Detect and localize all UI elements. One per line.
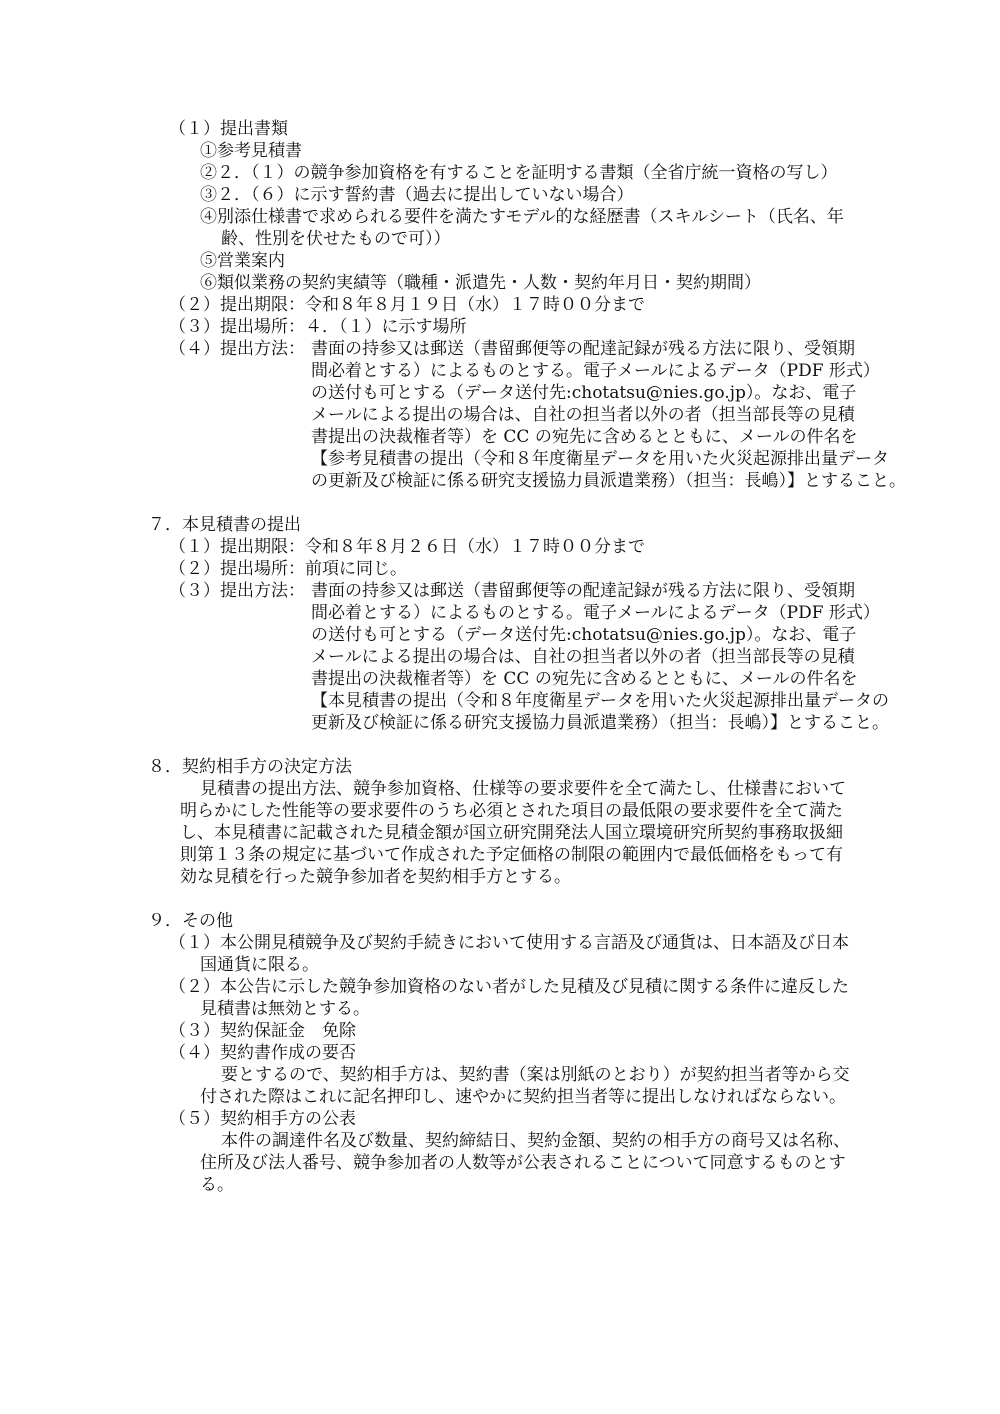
list-item: （５）契約相手方の公表	[169, 1109, 356, 1129]
method-label: （３）提出方法：	[169, 581, 305, 601]
paragraph-line: る。	[200, 1175, 234, 1195]
method-line: 【参考見積書の提出（令和８年度衛星データを用いた火災起源排出量データ	[311, 449, 889, 469]
paragraph-line: 本件の調達件名及び数量、契約締結日、契約金額、契約の相手方の商号又は名称、	[221, 1131, 850, 1151]
place-line: （３）提出場所：４．（１）に示す場所	[169, 317, 467, 337]
doc-item: ④別添仕様書で求められる要件を満たすモデル的な経歴書（スキルシート（氏名、年	[200, 207, 844, 227]
method-line: 【本見積書の提出（令和８年度衛星データを用いた火災起源排出量データの	[311, 691, 889, 711]
method-line: の送付も可とする（データ送付先:chotatsu@nies.go.jp）。なお、電子	[311, 625, 857, 645]
method-line: メールによる提出の場合は、自社の担当者以外の者（担当部長等の見積	[311, 647, 855, 667]
doc-item: ⑥類似業務の契約実績等（職種・派遣先・人数・契約年月日・契約期間）	[200, 273, 761, 293]
list-item: （２）本公告に示した競争参加資格のない者がした見積及び見積に関する条件に違反した	[169, 977, 849, 997]
paragraph-line: 見積書の提出方法、競争参加資格、仕様等の要求要件を全て満たし、仕様書において	[200, 779, 846, 799]
method-line: 書面の持参又は郵送（書留郵便等の配達記録が残る方法に限り、受領期	[311, 581, 855, 601]
list-item: （３）契約保証金 免除	[169, 1021, 356, 1041]
place-line: （２）提出場所：前項に同じ。	[169, 559, 407, 579]
paragraph-line: 付された際はこれに記名押印し、速やかに契約担当者等に提出しなければならない。	[200, 1087, 846, 1107]
paragraph-line: し、本見積書に記載された見積金額が国立研究開発法人国立環境研究所契約事務取扱細	[180, 823, 843, 843]
paragraph-line: 効な見積を行った競争参加者を契約相手方とする。	[180, 867, 571, 887]
method-label: （４）提出方法：	[169, 339, 305, 359]
list-item-continued: 見積書は無効とする。	[200, 999, 370, 1019]
paragraph-line: 明らかにした性能等の要求要件のうち必須とされた項目の最低限の要求要件を全て満た	[180, 801, 843, 821]
method-line: 更新及び検証に係る研究支援協力員派遣業務）（担当：長嶋）】とすること。	[311, 713, 889, 733]
method-line: の送付も可とする（データ送付先:chotatsu@nies.go.jp）。なお、電子	[311, 383, 857, 403]
method-line: 書提出の決裁権者等）を CC の宛先に含めるとともに、メールの件名を	[311, 669, 858, 689]
deadline-line: （２）提出期限：令和８年８月１９日（水）１７時００分まで	[169, 295, 645, 315]
section-heading: ７．本見積書の提出	[148, 515, 301, 535]
method-line: 書提出の決裁権者等）を CC の宛先に含めるとともに、メールの件名を	[311, 427, 858, 447]
list-item: （１）本公開見積競争及び契約手続きにおいて使用する言語及び通貨は、日本語及び日本	[169, 933, 849, 953]
method-line: 書面の持参又は郵送（書留郵便等の配達記録が残る方法に限り、受領期	[311, 339, 855, 359]
doc-item-continued: 齢、性別を伏せたもので可））	[221, 229, 451, 249]
list-item: （４）契約書作成の要否	[169, 1043, 356, 1063]
section-heading: ８．契約相手方の決定方法	[148, 757, 352, 777]
doc-item: ⑤営業案内	[200, 251, 285, 271]
method-line: 間必着とする）によるものとする。電子メールによるデータ（PDF 形式）	[311, 603, 880, 623]
doc-item: ③２．（６）に示す誓約書（過去に提出していない場合）	[200, 185, 634, 205]
paragraph-line: 要とするので、契約相手方は、契約書（案は別紙のとおり）が契約担当者等から交	[221, 1065, 850, 1085]
paragraph-line: 則第１３条の規定に基づいて作成された予定価格の制限の範囲内で最低価格をもって有	[180, 845, 843, 865]
method-line: 間必着とする）によるものとする。電子メールによるデータ（PDF 形式）	[311, 361, 880, 381]
item-heading: （１）提出書類	[169, 119, 288, 139]
doc-item: ②２．（１）の競争参加資格を有することを証明する書類（全省庁統一資格の写し）	[200, 163, 838, 183]
doc-item: ①参考見積書	[200, 141, 302, 161]
list-item-continued: 国通貨に限る。	[200, 955, 319, 975]
deadline-line: （１）提出期限：令和８年８月２６日（水）１７時００分まで	[169, 537, 645, 557]
section-heading: ９．その他	[148, 911, 233, 931]
method-line: の更新及び検証に係る研究支援協力員派遣業務）（担当：長嶋）】とすること。	[311, 471, 906, 491]
method-line: メールによる提出の場合は、自社の担当者以外の者（担当部長等の見積	[311, 405, 855, 425]
paragraph-line: 住所及び法人番号、競争参加者の人数等が公表されることについて同意するものとす	[200, 1153, 846, 1173]
